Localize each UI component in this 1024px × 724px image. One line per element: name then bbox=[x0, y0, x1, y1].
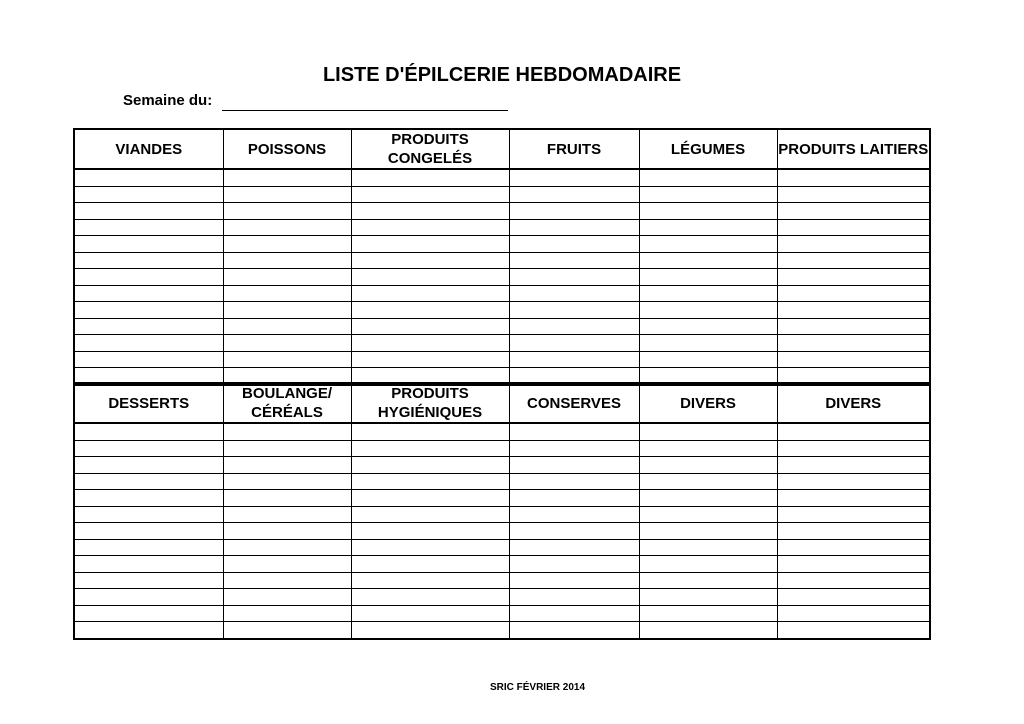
table-row bbox=[74, 506, 930, 523]
entry-cell[interactable] bbox=[74, 302, 223, 319]
entry-cell[interactable] bbox=[509, 318, 639, 335]
entry-cell[interactable] bbox=[74, 423, 223, 440]
entry-cell[interactable] bbox=[351, 236, 509, 253]
entry-cell[interactable] bbox=[639, 302, 777, 319]
entry-cell[interactable] bbox=[74, 335, 223, 352]
entry-cell[interactable] bbox=[639, 186, 777, 203]
entry-cell[interactable] bbox=[74, 473, 223, 490]
entry-cell[interactable] bbox=[509, 572, 639, 589]
entry-cell[interactable] bbox=[351, 556, 509, 573]
entry-cell[interactable] bbox=[509, 186, 639, 203]
entry-cell[interactable] bbox=[509, 589, 639, 606]
entry-cell[interactable] bbox=[351, 318, 509, 335]
entry-cell[interactable] bbox=[777, 169, 930, 186]
column-header-fruits: FRUITS bbox=[509, 129, 639, 169]
table-row bbox=[74, 236, 930, 253]
entry-cell[interactable] bbox=[223, 302, 351, 319]
week-input-line[interactable] bbox=[222, 110, 508, 111]
entry-cell[interactable] bbox=[223, 285, 351, 302]
table-row bbox=[74, 302, 930, 319]
table-row bbox=[74, 285, 930, 302]
entry-cell[interactable] bbox=[74, 351, 223, 368]
entry-cell[interactable] bbox=[509, 539, 639, 556]
entry-cell[interactable] bbox=[223, 473, 351, 490]
entry-cell[interactable] bbox=[351, 490, 509, 507]
entry-cell[interactable] bbox=[777, 203, 930, 220]
entry-cell[interactable] bbox=[223, 539, 351, 556]
entry-cell[interactable] bbox=[777, 252, 930, 269]
entry-cell[interactable] bbox=[223, 556, 351, 573]
entry-cell[interactable] bbox=[639, 589, 777, 606]
entry-cell[interactable] bbox=[74, 236, 223, 253]
entry-cell[interactable] bbox=[223, 169, 351, 186]
entry-cell[interactable] bbox=[74, 186, 223, 203]
entry-cell[interactable] bbox=[351, 506, 509, 523]
entry-cell[interactable] bbox=[777, 186, 930, 203]
header-row bbox=[74, 383, 930, 423]
entry-cell[interactable] bbox=[777, 457, 930, 474]
entry-cell[interactable] bbox=[223, 506, 351, 523]
column-header-produits-hygieniques: PRODUITS HYGIÉNIQUES bbox=[351, 383, 509, 423]
table-row bbox=[74, 318, 930, 335]
entry-cell[interactable] bbox=[351, 351, 509, 368]
entry-cell[interactable] bbox=[223, 523, 351, 540]
entry-cell[interactable] bbox=[223, 622, 351, 639]
table-row bbox=[74, 622, 930, 639]
entry-cell[interactable] bbox=[639, 252, 777, 269]
table-row bbox=[74, 203, 930, 220]
column-header-produits-laitiers: PRODUITS LAITIERS bbox=[777, 129, 930, 169]
entry-cell[interactable] bbox=[351, 523, 509, 540]
entry-cell[interactable] bbox=[351, 622, 509, 639]
entry-cell[interactable] bbox=[509, 423, 639, 440]
entry-cell[interactable] bbox=[639, 335, 777, 352]
entry-cell[interactable] bbox=[777, 219, 930, 236]
entry-cell[interactable] bbox=[639, 523, 777, 540]
entry-cell[interactable] bbox=[74, 572, 223, 589]
entry-cell[interactable] bbox=[74, 490, 223, 507]
entry-cell[interactable] bbox=[74, 523, 223, 540]
grocery-table-1 bbox=[73, 128, 931, 386]
entry-cell[interactable] bbox=[509, 252, 639, 269]
entry-cell[interactable] bbox=[639, 473, 777, 490]
entry-cell[interactable] bbox=[509, 440, 639, 457]
entry-cell[interactable] bbox=[351, 572, 509, 589]
entry-cell[interactable] bbox=[74, 169, 223, 186]
entry-cell[interactable] bbox=[74, 318, 223, 335]
entry-cell[interactable] bbox=[351, 440, 509, 457]
entry-cell[interactable] bbox=[639, 490, 777, 507]
entry-cell[interactable] bbox=[74, 252, 223, 269]
entry-cell[interactable] bbox=[639, 506, 777, 523]
entry-cell[interactable] bbox=[777, 269, 930, 286]
entry-cell[interactable] bbox=[74, 285, 223, 302]
column-header-viandes: VIANDES bbox=[74, 129, 223, 169]
entry-cell[interactable] bbox=[74, 556, 223, 573]
entry-cell[interactable] bbox=[777, 285, 930, 302]
entry-cell[interactable] bbox=[509, 523, 639, 540]
entry-cell[interactable] bbox=[351, 423, 509, 440]
entry-cell[interactable] bbox=[509, 169, 639, 186]
entry-cell[interactable] bbox=[639, 169, 777, 186]
table-row bbox=[74, 252, 930, 269]
entry-cell[interactable] bbox=[777, 572, 930, 589]
entry-cell[interactable] bbox=[223, 269, 351, 286]
entry-cell[interactable] bbox=[351, 285, 509, 302]
entry-cell[interactable] bbox=[509, 236, 639, 253]
entry-cell[interactable] bbox=[509, 605, 639, 622]
table-body bbox=[74, 169, 930, 385]
entry-cell[interactable] bbox=[351, 539, 509, 556]
entry-cell[interactable] bbox=[509, 473, 639, 490]
entry-cell[interactable] bbox=[639, 423, 777, 440]
column-header-conserves: CONSERVES bbox=[509, 383, 639, 423]
entry-cell[interactable] bbox=[351, 169, 509, 186]
entry-cell[interactable] bbox=[509, 269, 639, 286]
entry-cell[interactable] bbox=[509, 219, 639, 236]
entry-cell[interactable] bbox=[351, 252, 509, 269]
table-row bbox=[74, 457, 930, 474]
table-row bbox=[74, 539, 930, 556]
entry-cell[interactable] bbox=[639, 440, 777, 457]
entry-cell[interactable] bbox=[74, 539, 223, 556]
entry-cell[interactable] bbox=[509, 490, 639, 507]
entry-cell[interactable] bbox=[639, 285, 777, 302]
column-header-poissons: POISSONS bbox=[223, 129, 351, 169]
entry-cell[interactable] bbox=[74, 269, 223, 286]
entry-cell[interactable] bbox=[223, 335, 351, 352]
entry-cell[interactable] bbox=[223, 203, 351, 220]
entry-cell[interactable] bbox=[777, 539, 930, 556]
entry-cell[interactable] bbox=[351, 219, 509, 236]
page-title: LISTE D'ÉPILCERIE HEBDOMADAIRE bbox=[322, 64, 682, 86]
entry-cell[interactable] bbox=[777, 473, 930, 490]
entry-cell[interactable] bbox=[777, 351, 930, 368]
table-row bbox=[74, 269, 930, 286]
entry-cell[interactable] bbox=[509, 351, 639, 368]
entry-cell[interactable] bbox=[509, 335, 639, 352]
entry-cell[interactable] bbox=[639, 219, 777, 236]
entry-cell[interactable] bbox=[223, 318, 351, 335]
entry-cell[interactable] bbox=[639, 556, 777, 573]
entry-cell[interactable] bbox=[223, 457, 351, 474]
table-row bbox=[74, 440, 930, 457]
entry-cell[interactable] bbox=[639, 572, 777, 589]
entry-cell[interactable] bbox=[351, 269, 509, 286]
entry-cell[interactable] bbox=[223, 572, 351, 589]
table-row bbox=[74, 186, 930, 203]
entry-cell[interactable] bbox=[639, 351, 777, 368]
entry-cell[interactable] bbox=[509, 506, 639, 523]
entry-cell[interactable] bbox=[639, 539, 777, 556]
table-row bbox=[74, 169, 930, 186]
entry-cell[interactable] bbox=[509, 302, 639, 319]
column-header-produits-congeles: PRODUITS CONGELÉS bbox=[351, 129, 509, 169]
column-header-boulange-cereals: BOULANGE/ CÉRÉALS bbox=[223, 383, 351, 423]
table-row bbox=[74, 335, 930, 352]
table-row bbox=[74, 589, 930, 606]
table-row bbox=[74, 490, 930, 507]
entry-cell[interactable] bbox=[777, 506, 930, 523]
table-row bbox=[74, 605, 930, 622]
entry-cell[interactable] bbox=[74, 457, 223, 474]
entry-cell[interactable] bbox=[74, 589, 223, 606]
entry-cell[interactable] bbox=[74, 219, 223, 236]
entry-cell[interactable] bbox=[351, 589, 509, 606]
entry-cell[interactable] bbox=[223, 219, 351, 236]
entry-cell[interactable] bbox=[777, 423, 930, 440]
entry-cell[interactable] bbox=[639, 203, 777, 220]
entry-cell[interactable] bbox=[777, 556, 930, 573]
entry-cell[interactable] bbox=[223, 423, 351, 440]
entry-cell[interactable] bbox=[509, 203, 639, 220]
entry-cell[interactable] bbox=[509, 622, 639, 639]
entry-cell[interactable] bbox=[777, 236, 930, 253]
table-row bbox=[74, 423, 930, 440]
table-body bbox=[74, 423, 930, 639]
column-header-desserts: DESSERTS bbox=[74, 383, 223, 423]
entry-cell[interactable] bbox=[351, 335, 509, 352]
entry-cell[interactable] bbox=[74, 605, 223, 622]
entry-cell[interactable] bbox=[351, 473, 509, 490]
entry-cell[interactable] bbox=[351, 302, 509, 319]
entry-cell[interactable] bbox=[351, 203, 509, 220]
entry-cell[interactable] bbox=[74, 622, 223, 639]
entry-cell[interactable] bbox=[223, 236, 351, 253]
header-row bbox=[74, 129, 930, 169]
table-row bbox=[74, 523, 930, 540]
week-label: Semaine du: bbox=[123, 92, 213, 109]
entry-cell[interactable] bbox=[777, 605, 930, 622]
entry-cell[interactable] bbox=[509, 556, 639, 573]
entry-cell[interactable] bbox=[639, 318, 777, 335]
entry-cell[interactable] bbox=[639, 605, 777, 622]
footer-text: SRIC FÉVRIER 2014 bbox=[489, 682, 586, 693]
entry-cell[interactable] bbox=[223, 252, 351, 269]
entry-cell[interactable] bbox=[223, 605, 351, 622]
entry-cell[interactable] bbox=[223, 440, 351, 457]
table-row bbox=[74, 219, 930, 236]
column-header-divers-2: DIVERS bbox=[777, 383, 930, 423]
column-header-divers: DIVERS bbox=[639, 383, 777, 423]
entry-cell[interactable] bbox=[639, 269, 777, 286]
table-row bbox=[74, 351, 930, 368]
entry-cell[interactable] bbox=[223, 351, 351, 368]
entry-cell[interactable] bbox=[639, 457, 777, 474]
entry-cell[interactable] bbox=[223, 186, 351, 203]
entry-cell[interactable] bbox=[639, 236, 777, 253]
entry-cell[interactable] bbox=[223, 589, 351, 606]
entry-cell[interactable] bbox=[777, 440, 930, 457]
entry-cell[interactable] bbox=[74, 203, 223, 220]
column-header-legumes: LÉGUMES bbox=[639, 129, 777, 169]
table-row bbox=[74, 556, 930, 573]
entry-cell[interactable] bbox=[777, 622, 930, 639]
entry-cell[interactable] bbox=[509, 457, 639, 474]
entry-cell[interactable] bbox=[74, 506, 223, 523]
entry-cell[interactable] bbox=[777, 589, 930, 606]
entry-cell[interactable] bbox=[223, 490, 351, 507]
entry-cell[interactable] bbox=[639, 622, 777, 639]
entry-cell[interactable] bbox=[777, 523, 930, 540]
entry-cell[interactable] bbox=[777, 318, 930, 335]
entry-cell[interactable] bbox=[351, 186, 509, 203]
table-row bbox=[74, 572, 930, 589]
entry-cell[interactable] bbox=[509, 285, 639, 302]
grocery-table-2 bbox=[73, 382, 931, 640]
entry-cell[interactable] bbox=[351, 605, 509, 622]
entry-cell[interactable] bbox=[777, 490, 930, 507]
entry-cell[interactable] bbox=[351, 457, 509, 474]
entry-cell[interactable] bbox=[74, 440, 223, 457]
entry-cell[interactable] bbox=[777, 302, 930, 319]
table-row bbox=[74, 473, 930, 490]
entry-cell[interactable] bbox=[777, 335, 930, 352]
